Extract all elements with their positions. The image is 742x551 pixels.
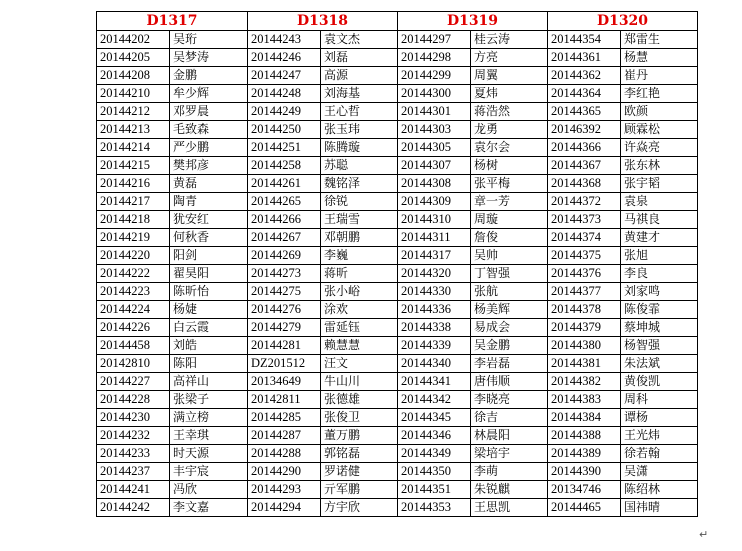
student-id-cell: 20144362: [548, 67, 621, 85]
student-id-cell: 20144345: [398, 409, 471, 427]
student-name-cell: 杨智强: [621, 337, 698, 355]
student-id-cell: 20144336: [398, 301, 471, 319]
student-name-cell: 阳剑: [170, 247, 248, 265]
student-name-cell: 冯欣: [170, 481, 248, 499]
student-id-cell: 20144368: [548, 175, 621, 193]
student-name-cell: 杨树: [471, 157, 548, 175]
table-row: [97, 49, 698, 67]
student-id-cell: 20144309: [398, 193, 471, 211]
student-id-cell: 20144300: [398, 85, 471, 103]
student-id-cell: 20144310: [398, 211, 471, 229]
student-name-cell: 陈阳: [170, 355, 248, 373]
student-name-cell: 高祥山: [170, 373, 248, 391]
student-id-cell: 20144339: [398, 337, 471, 355]
student-name-cell: 周翼: [471, 67, 548, 85]
table-row: [97, 103, 698, 121]
student-id-cell: DZ201512: [248, 355, 321, 373]
student-id-cell: 20144266: [248, 211, 321, 229]
student-id-cell: 20144330: [398, 283, 471, 301]
student-id-cell: 20144261: [248, 175, 321, 193]
student-name-cell: 夏炜: [471, 85, 548, 103]
student-id-cell: 20144372: [548, 193, 621, 211]
student-id-cell: 20142810: [97, 355, 170, 373]
student-name-cell: 谭杨: [621, 409, 698, 427]
student-name-cell: 易成会: [471, 319, 548, 337]
student-id-cell: 20144383: [548, 391, 621, 409]
student-name-cell: 张玉玮: [321, 121, 398, 139]
student-name-cell: 罗诺健: [321, 463, 398, 481]
table-row: [97, 211, 698, 229]
table-row: [97, 283, 698, 301]
class-header-row: [97, 12, 698, 31]
table-row: [97, 193, 698, 211]
student-id-cell: 20144210: [97, 85, 170, 103]
student-id-cell: 20144258: [248, 157, 321, 175]
student-id-cell: 20144307: [398, 157, 471, 175]
class-code-header: D1318: [248, 12, 398, 31]
student-name-cell: 牟少辉: [170, 85, 248, 103]
student-name-cell: 汪文: [321, 355, 398, 373]
student-id-cell: 20144294: [248, 499, 321, 517]
student-id-cell: 20144228: [97, 391, 170, 409]
student-name-cell: 犹安红: [170, 211, 248, 229]
student-id-cell: 20146392: [548, 121, 621, 139]
table-row: [97, 67, 698, 85]
student-name-cell: 许焱亮: [621, 139, 698, 157]
student-name-cell: 刘家鸣: [621, 283, 698, 301]
student-name-cell: 欧颜: [621, 103, 698, 121]
student-id-cell: 20144389: [548, 445, 621, 463]
table-row: [97, 463, 698, 481]
student-name-cell: 章一芳: [471, 193, 548, 211]
table-row: [97, 301, 698, 319]
table-row: [97, 31, 698, 49]
student-id-cell: 20144220: [97, 247, 170, 265]
student-name-cell: 陈绍林: [621, 481, 698, 499]
student-id-cell: 20144202: [97, 31, 170, 49]
student-id-cell: 20144288: [248, 445, 321, 463]
student-id-cell: 20144364: [548, 85, 621, 103]
student-id-cell: 20144303: [398, 121, 471, 139]
student-name-cell: 张梁子: [170, 391, 248, 409]
student-id-cell: 20134746: [548, 481, 621, 499]
student-id-cell: 20144246: [248, 49, 321, 67]
table-row: [97, 139, 698, 157]
student-id-cell: 20144354: [548, 31, 621, 49]
student-id-cell: 20144353: [398, 499, 471, 517]
student-name-cell: 刘磊: [321, 49, 398, 67]
student-name-cell: 唐伟顺: [471, 373, 548, 391]
student-name-cell: 郑雷生: [621, 31, 698, 49]
student-name-cell: 雷延钰: [321, 319, 398, 337]
table-row: [97, 337, 698, 355]
student-name-cell: 李晓亮: [471, 391, 548, 409]
student-name-cell: 陶青: [170, 193, 248, 211]
student-name-cell: 徐若翰: [621, 445, 698, 463]
table-row: [97, 157, 698, 175]
student-id-cell: 20144248: [248, 85, 321, 103]
student-id-cell: 20144265: [248, 193, 321, 211]
student-id-cell: 20144279: [248, 319, 321, 337]
student-name-cell: 陈腾璇: [321, 139, 398, 157]
student-name-cell: 董万鹏: [321, 427, 398, 445]
student-id-cell: 20144227: [97, 373, 170, 391]
student-id-cell: 20144276: [248, 301, 321, 319]
table-row: [97, 427, 698, 445]
class-roster-table: [96, 11, 698, 517]
student-name-cell: 王思凯: [471, 499, 548, 517]
student-id-cell: 20144378: [548, 301, 621, 319]
student-name-cell: 朱法斌: [621, 355, 698, 373]
student-name-cell: 黄建才: [621, 229, 698, 247]
student-name-cell: 苏聪: [321, 157, 398, 175]
student-name-cell: 马祺良: [621, 211, 698, 229]
student-name-cell: 吴珩: [170, 31, 248, 49]
table-row: [97, 409, 698, 427]
student-id-cell: 20144381: [548, 355, 621, 373]
student-name-cell: 张航: [471, 283, 548, 301]
student-id-cell: 20144218: [97, 211, 170, 229]
student-id-cell: 20144281: [248, 337, 321, 355]
student-name-cell: 朱锐麒: [471, 481, 548, 499]
student-id-cell: 20144390: [548, 463, 621, 481]
student-name-cell: 张东林: [621, 157, 698, 175]
student-id-cell: 20144275: [248, 283, 321, 301]
student-name-cell: 张小峪: [321, 283, 398, 301]
student-id-cell: 20144273: [248, 265, 321, 283]
student-name-cell: 金鹏: [170, 67, 248, 85]
class-code-header: D1317: [97, 12, 248, 31]
table-row: [97, 175, 698, 193]
table-row: [97, 445, 698, 463]
paragraph-return-mark: ↵: [699, 528, 709, 541]
table-row: [97, 229, 698, 247]
table-row: [97, 319, 698, 337]
student-name-cell: 王瑞雪: [321, 211, 398, 229]
student-id-cell: 20144285: [248, 409, 321, 427]
student-id-cell: 20144374: [548, 229, 621, 247]
class-roster-sheet: [96, 11, 698, 517]
class-code-header: D1320: [548, 12, 698, 31]
student-name-cell: 林晨阳: [471, 427, 548, 445]
student-id-cell: 20144367: [548, 157, 621, 175]
student-name-cell: 黄俊凯: [621, 373, 698, 391]
student-name-cell: 周科: [621, 391, 698, 409]
student-id-cell: 20144361: [548, 49, 621, 67]
student-name-cell: 袁泉: [621, 193, 698, 211]
student-name-cell: 蒋昕: [321, 265, 398, 283]
table-row: [97, 121, 698, 139]
student-id-cell: 20144365: [548, 103, 621, 121]
student-name-cell: 陈俊霏: [621, 301, 698, 319]
student-name-cell: 方亮: [471, 49, 548, 67]
student-name-cell: 陈昕怡: [170, 283, 248, 301]
student-id-cell: 20144267: [248, 229, 321, 247]
student-name-cell: 时天源: [170, 445, 248, 463]
student-id-cell: 20144366: [548, 139, 621, 157]
student-id-cell: 20144341: [398, 373, 471, 391]
student-id-cell: 20144226: [97, 319, 170, 337]
student-name-cell: 魏铭泽: [321, 175, 398, 193]
student-name-cell: 吴梦涛: [170, 49, 248, 67]
student-name-cell: 翟昊阳: [170, 265, 248, 283]
student-name-cell: 徐吉: [471, 409, 548, 427]
student-id-cell: 20144249: [248, 103, 321, 121]
student-name-cell: 徐锐: [321, 193, 398, 211]
student-id-cell: 20144388: [548, 427, 621, 445]
student-name-cell: 王心哲: [321, 103, 398, 121]
student-name-cell: 丁智强: [471, 265, 548, 283]
student-id-cell: 20144311: [398, 229, 471, 247]
table-row: [97, 355, 698, 373]
student-id-cell: 20144219: [97, 229, 170, 247]
student-name-cell: 张德雄: [321, 391, 398, 409]
table-row: [97, 247, 698, 265]
student-name-cell: 刘海基: [321, 85, 398, 103]
student-id-cell: 20144376: [548, 265, 621, 283]
student-id-cell: 20144205: [97, 49, 170, 67]
student-name-cell: 王幸琪: [170, 427, 248, 445]
student-id-cell: 20144375: [548, 247, 621, 265]
student-name-cell: 桂云涛: [471, 31, 548, 49]
student-name-cell: 樊邦彦: [170, 157, 248, 175]
student-name-cell: 吴金鹏: [471, 337, 548, 355]
student-name-cell: 何秋香: [170, 229, 248, 247]
student-name-cell: 李良: [621, 265, 698, 283]
student-id-cell: 20144301: [398, 103, 471, 121]
student-name-cell: 涂欢: [321, 301, 398, 319]
student-id-cell: 20144293: [248, 481, 321, 499]
student-name-cell: 黄磊: [170, 175, 248, 193]
student-name-cell: 杨慧: [621, 49, 698, 67]
student-name-cell: 刘皓: [170, 337, 248, 355]
table-row: [97, 499, 698, 517]
student-name-cell: 王光炜: [621, 427, 698, 445]
student-id-cell: 20144237: [97, 463, 170, 481]
student-name-cell: 邓罗晨: [170, 103, 248, 121]
student-name-cell: 吴帅: [471, 247, 548, 265]
student-name-cell: 李文嘉: [170, 499, 248, 517]
student-id-cell: 20144380: [548, 337, 621, 355]
student-id-cell: 20144349: [398, 445, 471, 463]
student-name-cell: 严少鹏: [170, 139, 248, 157]
student-id-cell: 20144233: [97, 445, 170, 463]
student-id-cell: 20144458: [97, 337, 170, 355]
student-id-cell: 20144373: [548, 211, 621, 229]
student-name-cell: 张旭: [621, 247, 698, 265]
student-id-cell: 20144223: [97, 283, 170, 301]
student-name-cell: 袁尔会: [471, 139, 548, 157]
student-id-cell: 20144299: [398, 67, 471, 85]
student-id-cell: 20144250: [248, 121, 321, 139]
student-id-cell: 20144384: [548, 409, 621, 427]
student-name-cell: 李红艳: [621, 85, 698, 103]
student-name-cell: 牛山川: [321, 373, 398, 391]
student-name-cell: 蒋浩然: [471, 103, 548, 121]
student-name-cell: 梁培宇: [471, 445, 548, 463]
student-name-cell: 杨婕: [170, 301, 248, 319]
student-name-cell: 张平梅: [471, 175, 548, 193]
student-id-cell: 20144217: [97, 193, 170, 211]
student-name-cell: 张俊卫: [321, 409, 398, 427]
student-name-cell: 袁文杰: [321, 31, 398, 49]
student-id-cell: 20144247: [248, 67, 321, 85]
student-id-cell: 20144290: [248, 463, 321, 481]
student-id-cell: 20144241: [97, 481, 170, 499]
student-name-cell: 国祎晴: [621, 499, 698, 517]
student-name-cell: 亓军鹏: [321, 481, 398, 499]
student-id-cell: 20144465: [548, 499, 621, 517]
student-name-cell: 毛致森: [170, 121, 248, 139]
student-name-cell: 詹俊: [471, 229, 548, 247]
table-row: [97, 265, 698, 283]
student-id-cell: 20142811: [248, 391, 321, 409]
class-code-header: D1319: [398, 12, 548, 31]
student-id-cell: 20144232: [97, 427, 170, 445]
student-id-cell: 20144377: [548, 283, 621, 301]
student-name-cell: 周璇: [471, 211, 548, 229]
student-name-cell: 李萌: [471, 463, 548, 481]
student-id-cell: 20144215: [97, 157, 170, 175]
student-id-cell: 20144243: [248, 31, 321, 49]
student-id-cell: 20144216: [97, 175, 170, 193]
student-id-cell: 20144287: [248, 427, 321, 445]
student-id-cell: 20144320: [398, 265, 471, 283]
table-row: [97, 391, 698, 409]
student-id-cell: 20144382: [548, 373, 621, 391]
student-id-cell: 20144222: [97, 265, 170, 283]
student-name-cell: 方宇欣: [321, 499, 398, 517]
table-row: [97, 373, 698, 391]
student-id-cell: 20144251: [248, 139, 321, 157]
table-row: [97, 481, 698, 499]
student-id-cell: 20134649: [248, 373, 321, 391]
student-name-cell: 李岩磊: [471, 355, 548, 373]
student-id-cell: 20144342: [398, 391, 471, 409]
student-id-cell: 20144298: [398, 49, 471, 67]
student-id-cell: 20144242: [97, 499, 170, 517]
student-name-cell: 蔡坤城: [621, 319, 698, 337]
student-id-cell: 20144208: [97, 67, 170, 85]
student-name-cell: 高源: [321, 67, 398, 85]
student-id-cell: 20144379: [548, 319, 621, 337]
student-name-cell: 郭铭磊: [321, 445, 398, 463]
student-id-cell: 20144350: [398, 463, 471, 481]
student-name-cell: 顾霖松: [621, 121, 698, 139]
student-id-cell: 20144224: [97, 301, 170, 319]
student-name-cell: 丰宇宸: [170, 463, 248, 481]
student-name-cell: 白云霞: [170, 319, 248, 337]
student-id-cell: 20144305: [398, 139, 471, 157]
student-name-cell: 张宇韬: [621, 175, 698, 193]
student-name-cell: 龙勇: [471, 121, 548, 139]
student-id-cell: 20144351: [398, 481, 471, 499]
student-id-cell: 20144340: [398, 355, 471, 373]
student-id-cell: 20144317: [398, 247, 471, 265]
student-id-cell: 20144213: [97, 121, 170, 139]
student-name-cell: 李巍: [321, 247, 398, 265]
student-name-cell: 杨美辉: [471, 301, 548, 319]
student-id-cell: 20144346: [398, 427, 471, 445]
student-id-cell: 20144297: [398, 31, 471, 49]
student-name-cell: 崔丹: [621, 67, 698, 85]
student-name-cell: 吴潇: [621, 463, 698, 481]
student-id-cell: 20144230: [97, 409, 170, 427]
student-id-cell: 20144212: [97, 103, 170, 121]
student-name-cell: 邓朝鹏: [321, 229, 398, 247]
table-row: [97, 85, 698, 103]
student-id-cell: 20144338: [398, 319, 471, 337]
student-name-cell: 满立榜: [170, 409, 248, 427]
student-id-cell: 20144269: [248, 247, 321, 265]
student-id-cell: 20144214: [97, 139, 170, 157]
student-name-cell: 赖慧慧: [321, 337, 398, 355]
roster-body: [97, 31, 698, 517]
student-id-cell: 20144308: [398, 175, 471, 193]
